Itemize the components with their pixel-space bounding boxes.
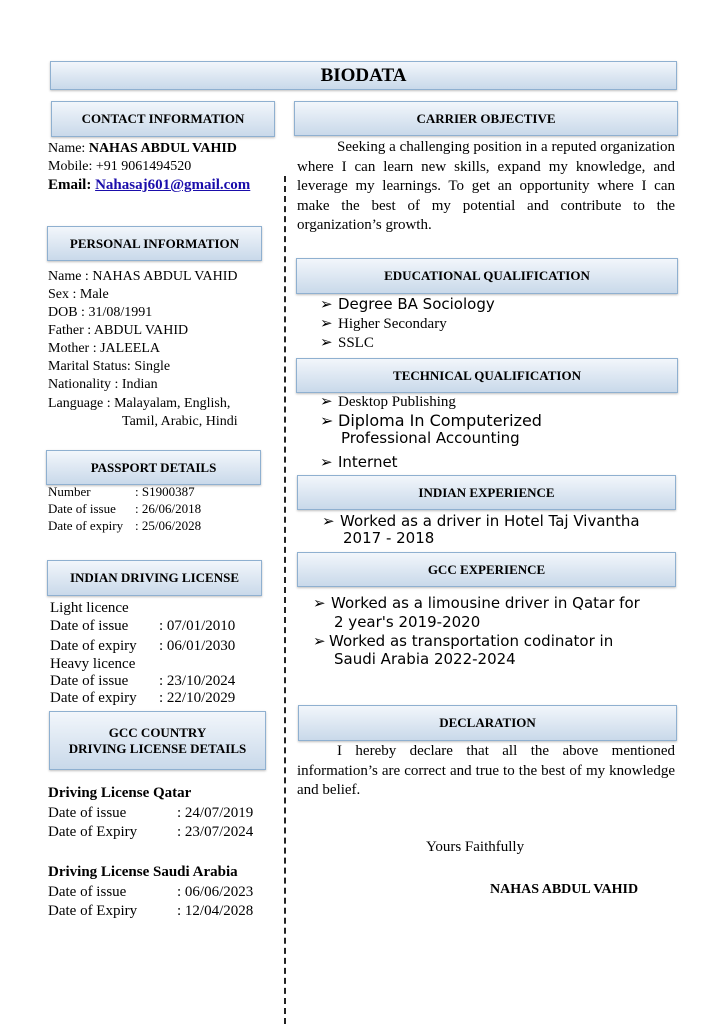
gcc-experience-header-label: GCC EXPERIENCE	[427, 561, 546, 577]
education-item-text: SSLC	[338, 335, 374, 351]
contact-header	[51, 101, 275, 137]
gcc-experience-text: Worked as transportation codinator in	[329, 632, 614, 650]
declaration-header	[298, 705, 677, 741]
passport-header-label: PASSPORT DETAILS	[90, 459, 217, 475]
declaration-text: I hereby declare that all the above mentioned information’s are correct and true to the best of my knowledge and belief.	[297, 743, 675, 798]
personal-header	[47, 226, 262, 261]
gcc-experience-text: Worked as a limousine driver in Qatar for	[331, 594, 640, 612]
declaration-header-label: DECLARATION	[439, 715, 536, 730]
personal-header-label: PERSONAL INFORMATION	[69, 235, 240, 251]
technical-item	[320, 392, 456, 411]
email-link[interactable]: Nahasaj601@gmail.com	[95, 177, 251, 193]
passport-expiry-label: Date of expiry	[48, 518, 124, 533]
personal-line: Language : Malayalam, English,	[48, 396, 231, 411]
page-title: BIODATA	[320, 64, 407, 86]
biodata-title-banner	[50, 61, 677, 90]
column-divider	[284, 176, 286, 1024]
declaration-paragraph	[297, 742, 675, 801]
saudi-license-title: Driving License Saudi Arabia	[48, 864, 238, 880]
saudi-expiry-value: : 12/04/2028	[177, 903, 254, 919]
education-item	[320, 295, 495, 313]
gcc-license-header-line2: DRIVING LICENSE DETAILS	[68, 740, 247, 756]
qatar-expiry-label: Date of Expiry	[48, 824, 138, 840]
personal-line: Marital Status: Single	[48, 359, 171, 374]
gcc-experience-header	[297, 552, 676, 587]
technical-item	[320, 411, 542, 430]
indian-experience-header-label: INDIAN EXPERIENCE	[418, 484, 555, 500]
arrow-bullet-icon: ➢	[322, 512, 335, 530]
heavy-expiry-value: : 22/10/2029	[159, 690, 236, 706]
passport-expiry-value: : 25/06/2028	[135, 518, 202, 533]
light-expiry-value: : 06/01/2030	[159, 638, 236, 654]
gcc-experience-text-cont: 2 year's 2019-2020	[334, 613, 481, 631]
contact-mobile: Mobile: +91 9061494520	[48, 159, 192, 174]
saudi-issue-value: : 06/06/2023	[177, 884, 254, 900]
education-item	[320, 333, 374, 352]
heavy-issue-label: Date of issue	[50, 673, 129, 689]
heavy-issue-value: : 23/10/2024	[159, 673, 236, 689]
arrow-bullet-icon: ➢	[313, 632, 326, 650]
heavy-expiry-label: Date of expiry	[50, 690, 137, 706]
indian-license-header	[47, 560, 262, 596]
education-item-text: Degree BA Sociology	[338, 295, 495, 313]
light-licence-title: Light licence	[50, 600, 129, 616]
personal-line: Father : ABDUL VAHID	[48, 323, 189, 338]
arrow-bullet-icon: ➢	[320, 316, 333, 332]
objective-paragraph	[297, 138, 675, 236]
personal-line: Mother : JALEELA	[48, 341, 160, 356]
qatar-issue-label: Date of issue	[48, 805, 127, 821]
technical-item	[320, 453, 398, 471]
indian-experience-text: Worked as a driver in Hotel Taj Vivantha	[340, 512, 640, 530]
indian-experience-header	[297, 475, 676, 510]
technical-header-label: TECHNICAL QUALIFICATION	[393, 367, 581, 383]
heavy-licence-title: Heavy licence	[50, 656, 136, 672]
gcc-license-header	[49, 711, 266, 770]
objective-header-label: CARRIER OBJECTIVE	[416, 110, 556, 126]
contact-name-line	[48, 141, 237, 157]
saudi-issue-label: Date of issue	[48, 884, 127, 900]
education-header	[296, 258, 678, 294]
qatar-license-title: Driving License Qatar	[48, 785, 192, 801]
contact-header-label: CONTACT INFORMATION	[81, 111, 245, 126]
technical-item-text: Diploma In Computerized	[338, 411, 542, 430]
personal-line: Sex : Male	[48, 287, 109, 302]
light-issue-label: Date of issue	[50, 618, 129, 634]
gcc-experience-item	[313, 594, 640, 612]
personal-line: Tamil, Arabic, Hindi	[122, 414, 238, 429]
contact-email-line	[48, 177, 250, 194]
gcc-experience-item	[313, 632, 613, 650]
education-item	[320, 314, 447, 333]
light-issue-value: : 07/01/2010	[159, 618, 236, 634]
light-expiry-label: Date of expiry	[50, 638, 137, 654]
qatar-expiry-value: : 23/07/2024	[177, 824, 254, 840]
signature-name: NAHAS ABDUL VAHID	[490, 882, 639, 897]
passport-number-label: Number	[48, 484, 91, 499]
arrow-bullet-icon: ➢	[320, 411, 334, 430]
contact-email-label: Email:	[48, 177, 96, 193]
technical-item-continued: Professional Accounting	[341, 429, 520, 447]
arrow-bullet-icon: ➢	[320, 394, 333, 410]
passport-number-value: : S1900387	[135, 484, 195, 499]
saudi-expiry-label: Date of Expiry	[48, 903, 138, 919]
technical-item-text: Internet	[338, 453, 398, 471]
technical-item-text: Desktop Publishing	[338, 394, 456, 410]
indian-experience-years: 2017 - 2018	[343, 529, 435, 547]
objective-header	[294, 101, 678, 136]
gcc-license-header-line1: GCC COUNTRY	[108, 724, 207, 740]
qatar-issue-value: : 24/07/2019	[177, 805, 254, 821]
closing-text: Yours Faithfully	[426, 839, 525, 855]
arrow-bullet-icon: ➢	[320, 335, 333, 351]
indian-experience-item	[322, 512, 640, 530]
passport-issue-value: : 26/06/2018	[135, 501, 202, 516]
technical-header	[296, 358, 678, 393]
personal-line: Name : NAHAS ABDUL VAHID	[48, 269, 238, 284]
contact-name-label: Name:	[48, 141, 89, 156]
arrow-bullet-icon: ➢	[320, 453, 333, 471]
arrow-bullet-icon: ➢	[313, 594, 326, 612]
gcc-experience-text-cont: Saudi Arabia 2022-2024	[334, 650, 516, 668]
passport-header	[46, 450, 261, 485]
passport-issue-label: Date of issue	[48, 501, 116, 516]
education-header-label: EDUCATIONAL QUALIFICATION	[384, 268, 590, 283]
arrow-bullet-icon: ➢	[320, 295, 333, 313]
objective-text: Seeking a challenging position in a reputed organization where I can learn new skills, expand my knowledge, and leverage my learnings. To get an opportunity where I can make the best of my potential and contribute to the organization’s growth.	[297, 139, 675, 233]
education-item-text: Higher Secondary	[338, 316, 447, 332]
contact-name: NAHAS ABDUL VAHID	[88, 141, 237, 156]
personal-line: Nationality : Indian	[48, 377, 158, 392]
indian-license-header-label: INDIAN DRIVING LICENSE	[69, 570, 240, 585]
personal-line: DOB : 31/08/1991	[48, 305, 153, 320]
